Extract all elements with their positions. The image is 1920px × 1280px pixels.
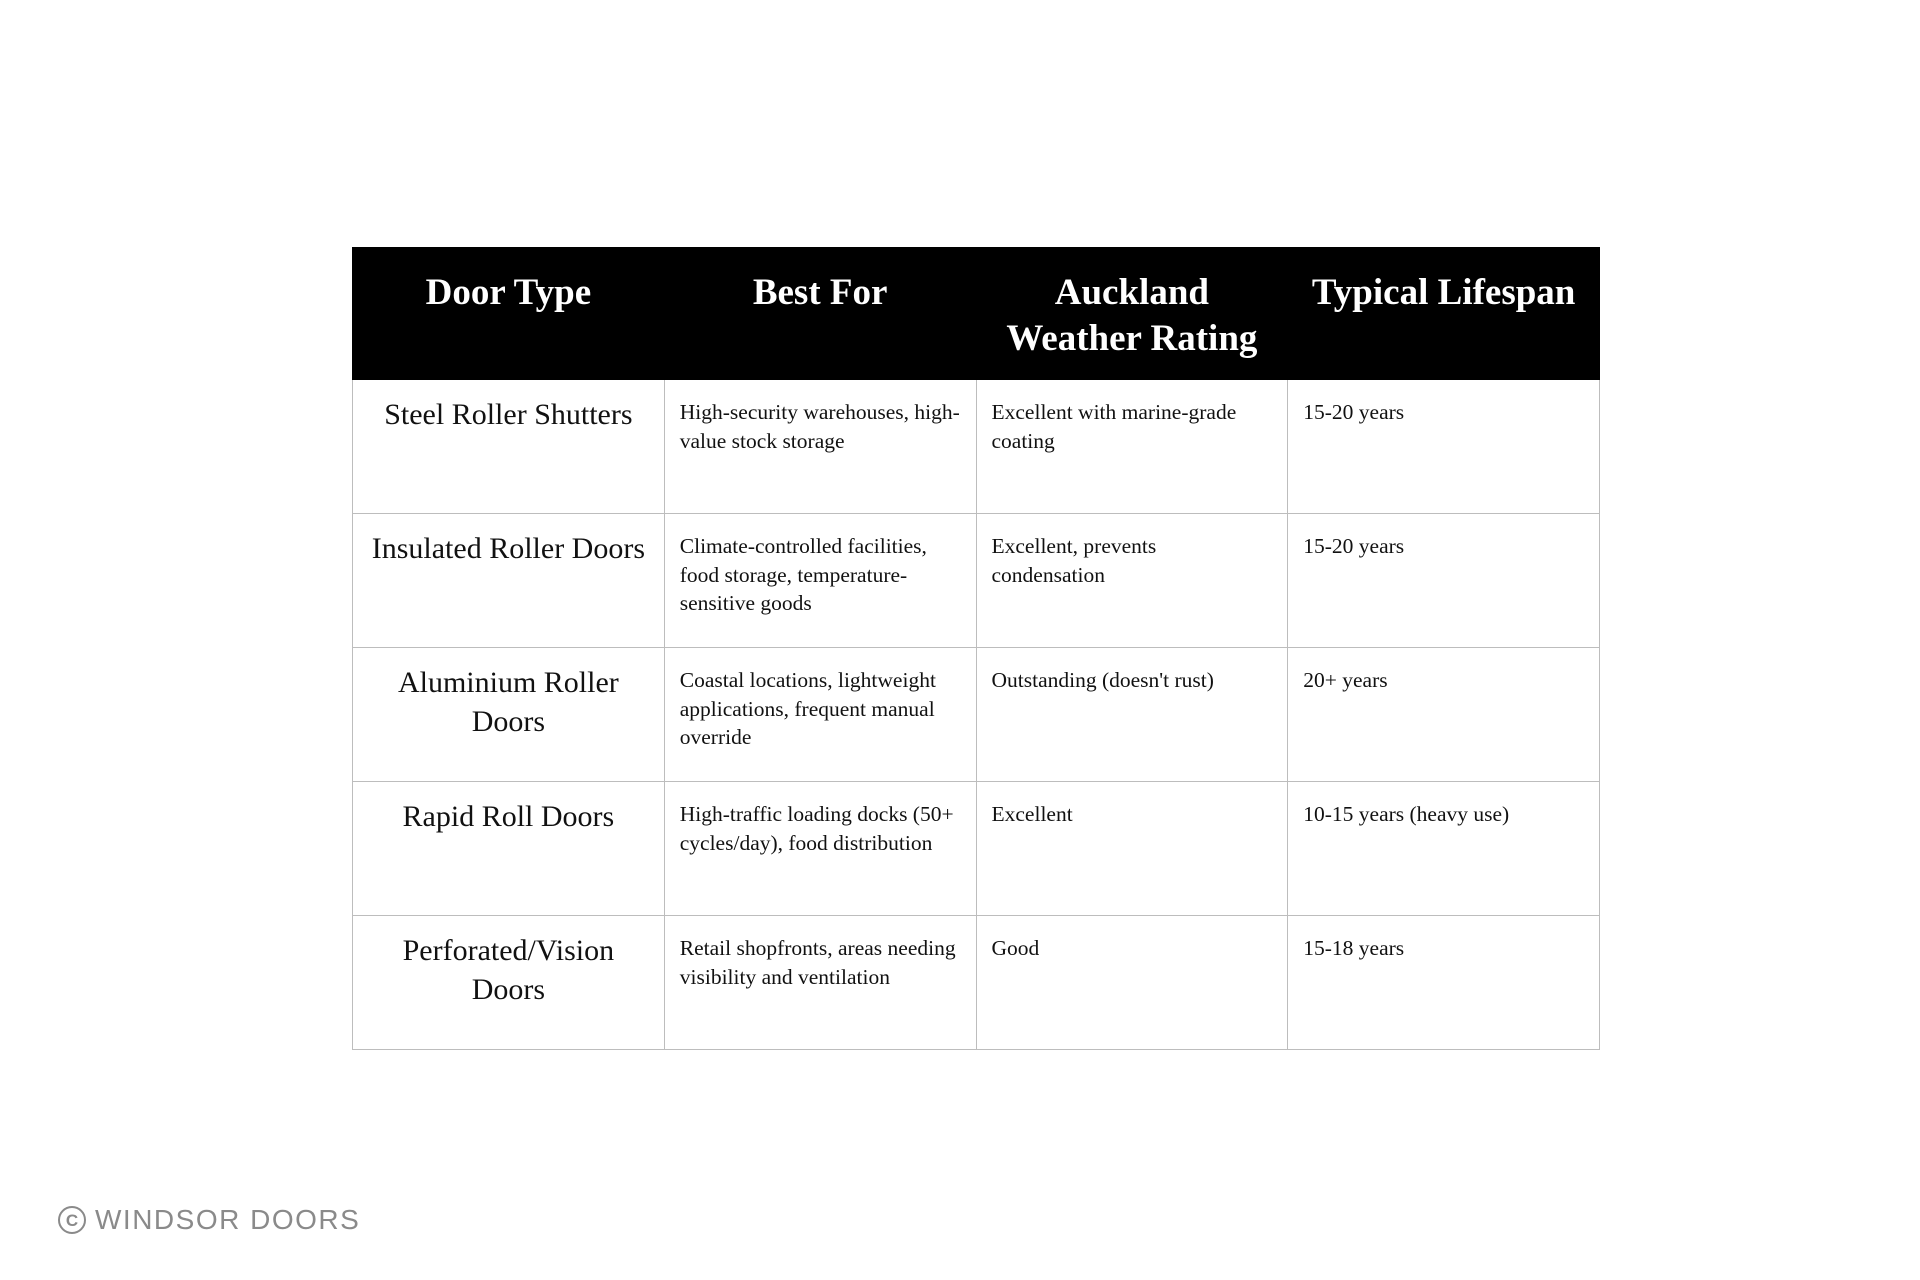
table-header-row (353, 248, 1600, 380)
weather-rating-cell: Outstanding (doesn't rust) (976, 648, 1288, 782)
lifespan-cell: 15-20 years (1288, 514, 1600, 648)
table-row (353, 380, 1600, 514)
lifespan-cell: 20+ years (1288, 648, 1600, 782)
windsor-doors-watermark (58, 1204, 360, 1236)
copyright-icon: C (58, 1206, 86, 1234)
weather-rating-cell: Excellent (976, 782, 1288, 916)
best-for-cell: Climate-controlled facilities, food storage, temperature-sensitive goods (664, 514, 976, 648)
best-for-cell: High-traffic loading docks (50+ cycles/day), food distribution (664, 782, 976, 916)
lifespan-cell: 15-18 years (1288, 916, 1600, 1050)
door-type-cell: Aluminium Roller Doors (353, 648, 665, 782)
weather-rating-cell: Good (976, 916, 1288, 1050)
weather-rating-cell: Excellent, prevents condensation (976, 514, 1288, 648)
table-row (353, 782, 1600, 916)
best-for-cell: Coastal locations, lightweight applications, frequent manual override (664, 648, 976, 782)
table-row (353, 916, 1600, 1050)
door-type-cell: Rapid Roll Doors (353, 782, 665, 916)
door-type-cell: Perforated/Vision Doors (353, 916, 665, 1050)
door-type-cell: Steel Roller Shutters (353, 380, 665, 514)
watermark-text: WINDSOR DOORS (95, 1204, 361, 1235)
header-door-type: Door Type (353, 248, 665, 380)
door-comparison-table (352, 247, 1600, 1050)
weather-rating-cell: Excellent with marine-grade coating (976, 380, 1288, 514)
lifespan-cell: 15-20 years (1288, 380, 1600, 514)
door-type-cell: Insulated Roller Doors (353, 514, 665, 648)
header-best-for: Best For (664, 248, 976, 380)
header-weather-rating: Auckland Weather Rating (976, 248, 1288, 380)
table-row (353, 514, 1600, 648)
table-row (353, 648, 1600, 782)
lifespan-cell: 10-15 years (heavy use) (1288, 782, 1600, 916)
best-for-cell: Retail shopfronts, areas needing visibility and ventilation (664, 916, 976, 1050)
header-typical-lifespan: Typical Lifespan (1288, 248, 1600, 380)
best-for-cell: High-security warehouses, high-value stock storage (664, 380, 976, 514)
